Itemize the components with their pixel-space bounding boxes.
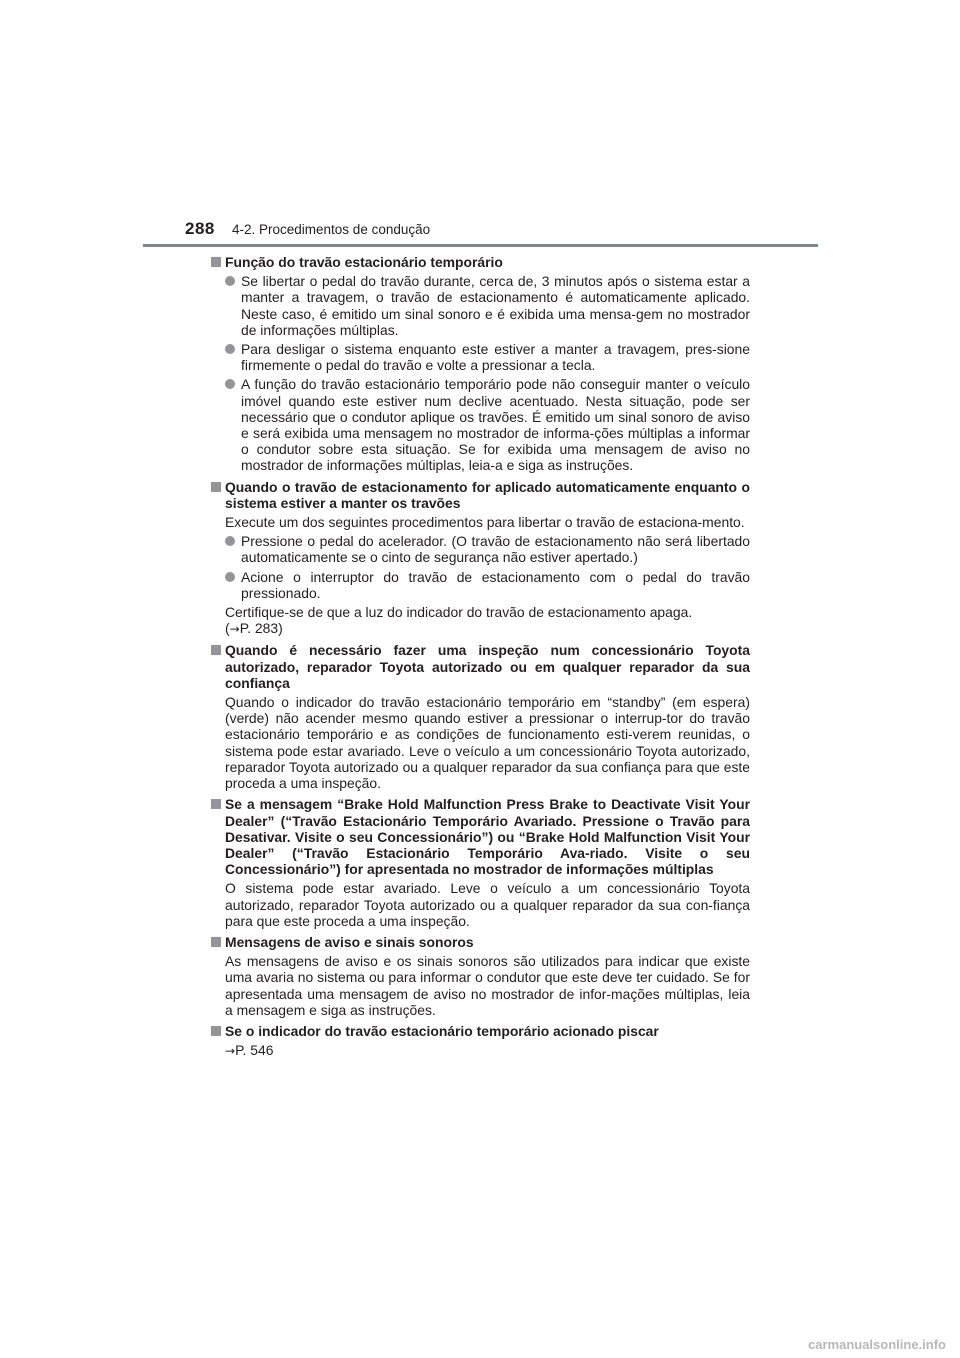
section-square-icon xyxy=(211,482,221,492)
section-square-icon xyxy=(211,799,221,809)
outro-text: Certifique-se de que a luz do indicador do travão de estacionamento apaga. xyxy=(225,604,693,621)
bullet-dot-icon xyxy=(225,344,235,354)
page-number: 288 xyxy=(185,219,215,238)
section-body: As mensagens de aviso e os sinais sonoros são utilizados para indicar que existe uma avaria no sistema ou para informar o condutor que este deve ter cuidado. Se for apresentada uma mensagem de aviso no mostrador de infor-mações múltiplas, leia a mensagem e siga as instruções. xyxy=(225,953,750,1018)
page-header xyxy=(0,0,960,250)
section-square-icon xyxy=(211,257,221,267)
section-malfunction-message xyxy=(210,796,750,929)
bullet-dot-icon xyxy=(225,572,235,582)
bullet-dot-icon xyxy=(225,379,235,389)
section-outro xyxy=(225,604,750,637)
bullet-text: Acione o interruptor do travão de estacionamento com o pedal do travão pressionado. xyxy=(241,568,750,601)
chapter-title: 4-2. Procedimentos de condução xyxy=(232,222,431,237)
bullet-item xyxy=(225,341,750,373)
bullet-dot-icon xyxy=(225,276,235,286)
bullet-item xyxy=(225,376,750,473)
section-brake-hold-function xyxy=(210,254,750,474)
arrow-right-icon: → xyxy=(225,1044,236,1059)
page-content xyxy=(210,254,750,1064)
section-indicator-blinking xyxy=(210,1023,750,1059)
bullet-item xyxy=(225,569,750,601)
bullet-text: A função do travão estacionário temporário pode não conseguir manter o veículo imóvel quando este estiver num declive acentuado. Nesta situação, pode ser necessário que o condutor aplique os travões. É emitido um sinal sonoro de aviso e será exibida uma mensagem no mostrador de informa-ções múltiplas a informar o condutor sobre esta situação. Se for exibida uma mensagem de aviso no mostrador de informações múltiplas, leia-a e siga as instruções. xyxy=(241,376,750,474)
section-title: Se a mensagem “Brake Hold Malfunction Press Brake to Deactivate Visit Your Dealer” (“Travão Estacionário Temporário Avariado. Pressione o Travão para Desativar. Visite o seu Concessionário”) ou “Brake Hold Malfunction Visit Your Dealer” (“Travão Estacionário Temporário Ava-riado. Visite o seu Concessionário”) for apresentada no mostrador de informações múltiplas xyxy=(225,796,750,878)
page-reference-link[interactable]: (→P. 283) xyxy=(225,620,283,637)
arrow-right-icon: → xyxy=(229,622,240,637)
bullet-item xyxy=(225,533,750,565)
section-intro: Execute um dos seguintes procedimentos para libertar o travão de estaciona-mento. xyxy=(225,514,745,531)
section-body: Quando o indicador do travão estacionário temporário em “standby” (em espera) (verde) não acender mesmo quando estiver a pressionar o interrup-tor do travão estacionário temporário e as condições de funcionamento esti-verem reunidas, o sistema pode estar avariado. Leve o veículo a um concessionário Toyota autorizado, reparador Toyota autorizado ou a qualquer reparador da sua confiança para que este proceda a uma inspeção. xyxy=(225,694,750,792)
section-title: Função do travão estacionário temporário xyxy=(225,254,503,270)
bullet-text: Se libertar o pedal do travão durante, cerca de, 3 minutos após o sistema estar a manter a travagem, o travão de estacionamento é automaticamente aplicado. Neste caso, é emitido um sinal sonoro e é exibida uma mensa-gem no mostrador de informações múltiplas. xyxy=(241,273,750,338)
section-parking-brake-auto xyxy=(210,479,750,638)
section-title: Mensagens de aviso e sinais sonoros xyxy=(225,933,474,950)
section-warning-messages xyxy=(210,934,750,1018)
page-reference-link[interactable]: →P. 546 xyxy=(225,1042,274,1059)
section-inspection-needed xyxy=(210,642,750,791)
section-body: O sistema pode estar avariado. Leve o veículo a um concessionário Toyota autorizado, reparador Toyota autorizado ou a qualquer reparador da sua con-fiança para que este proceda a uma inspeção. xyxy=(225,880,750,929)
header-rule xyxy=(143,244,818,247)
bullet-text: Pressione o pedal do acelerador. (O travão de estacionamento não será libertado automaticamente se o cinto de segurança não estiver apertado.) xyxy=(241,533,750,566)
watermark-footer: carmanualsonline.info xyxy=(808,1337,946,1352)
section-title: Se o indicador do travão estacionário temporário acionado piscar xyxy=(225,1022,659,1039)
section-square-icon xyxy=(211,645,221,655)
section-title: Quando é necessário fazer uma inspeção num concessionário Toyota autorizado, reparador Toyota autorizado ou em qualquer reparador da sua confiança xyxy=(225,642,750,691)
section-square-icon xyxy=(211,937,221,947)
bullet-dot-icon xyxy=(225,536,235,546)
bullet-text: Para desligar o sistema enquanto este estiver a manter a travagem, pres-sione firmemente o pedal do travão e volte a pressionar a tecla. xyxy=(241,341,750,374)
bullet-item xyxy=(225,273,750,338)
section-square-icon xyxy=(211,1026,221,1036)
section-title: Quando o travão de estacionamento for aplicado automaticamente enquanto o sistema estiver a manter os travões xyxy=(225,478,750,511)
